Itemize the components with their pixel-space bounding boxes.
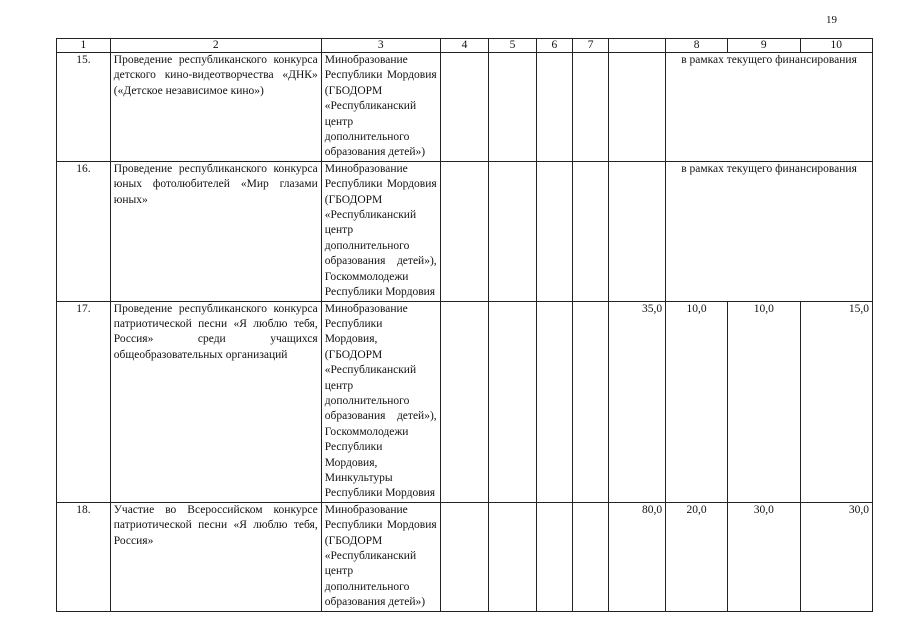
amount-col-8: 20,0 (666, 502, 728, 611)
column-number-row (57, 39, 873, 53)
total-amount: 80,0 (609, 502, 666, 611)
column-header: 9 (728, 39, 800, 53)
row-number: 15. (57, 53, 111, 162)
column-header: 3 (321, 39, 440, 53)
empty-cell (440, 502, 489, 611)
column-header: 6 (536, 39, 572, 53)
empty-cell (489, 53, 537, 162)
amount-col-8: 10,0 (666, 301, 728, 502)
amount-col-9: 30,0 (728, 502, 800, 611)
column-header: 2 (110, 39, 321, 53)
empty-cell (573, 301, 609, 502)
row-number: 18. (57, 502, 111, 611)
column-header: 8 (666, 39, 728, 53)
empty-cell (536, 301, 572, 502)
table-row (57, 161, 873, 301)
empty-cell (489, 502, 537, 611)
row-number: 16. (57, 161, 111, 301)
column-header: 1 (57, 39, 111, 53)
total-amount (609, 53, 666, 162)
responsible-organization: Минобразование Республики Мордовия (ГБОДОРМ «Республиканский центр дополнительного образования детей») (321, 502, 440, 611)
empty-cell (489, 161, 537, 301)
total-amount (609, 161, 666, 301)
empty-cell (440, 161, 489, 301)
activity-name: Проведение республиканского конкурса патриотической песни «Я люблю тебя, Россия» среди учащихся общеобразовательных организаций (110, 301, 321, 502)
column-header: 7 (573, 39, 609, 53)
empty-cell (536, 161, 572, 301)
table-row (57, 301, 873, 502)
empty-cell (440, 53, 489, 162)
activities-table (56, 38, 873, 612)
empty-cell (573, 502, 609, 611)
column-header (609, 39, 666, 53)
financing-note: в рамках текущего финансирования (666, 53, 873, 162)
empty-cell (440, 301, 489, 502)
page-number: 19 (826, 14, 837, 26)
table-row (57, 502, 873, 611)
empty-cell (536, 502, 572, 611)
amount-col-10: 15,0 (800, 301, 873, 502)
empty-cell (573, 53, 609, 162)
activity-name: Участие во Всероссийском конкурсе патриотической песни «Я люблю тебя, Россия» (110, 502, 321, 611)
column-header: 4 (440, 39, 489, 53)
total-amount: 35,0 (609, 301, 666, 502)
responsible-organization: Минобразование Республики Мордовия (ГБОДОРМ «Республиканский центр дополнительного образования детей») (321, 53, 440, 162)
empty-cell (573, 161, 609, 301)
responsible-organization: Минобразование Республики Мордовия, (ГБОДОРМ «Республиканский центр дополнительного образования детей»), Госкоммолодежи Республики Мордовия, Минкультуры Республики Мордовия (321, 301, 440, 502)
activity-name: Проведение республиканского конкурса юных фотолюбителей «Мир глазами юных» (110, 161, 321, 301)
column-header: 10 (800, 39, 873, 53)
financing-note: в рамках текущего финансирования (666, 161, 873, 301)
column-header: 5 (489, 39, 537, 53)
amount-col-9: 10,0 (728, 301, 800, 502)
responsible-organization: Минобразование Республики Мордовия (ГБОДОРМ «Республиканский центр дополнительного образования детей»), Госкоммолодежи Республики Мордовия (321, 161, 440, 301)
empty-cell (536, 53, 572, 162)
empty-cell (489, 301, 537, 502)
table-row (57, 53, 873, 162)
activity-name: Проведение республиканского конкурса детского кино-видеотворчества «ДНК» («Детское независимое кино») (110, 53, 321, 162)
amount-col-10: 30,0 (800, 502, 873, 611)
row-number: 17. (57, 301, 111, 502)
